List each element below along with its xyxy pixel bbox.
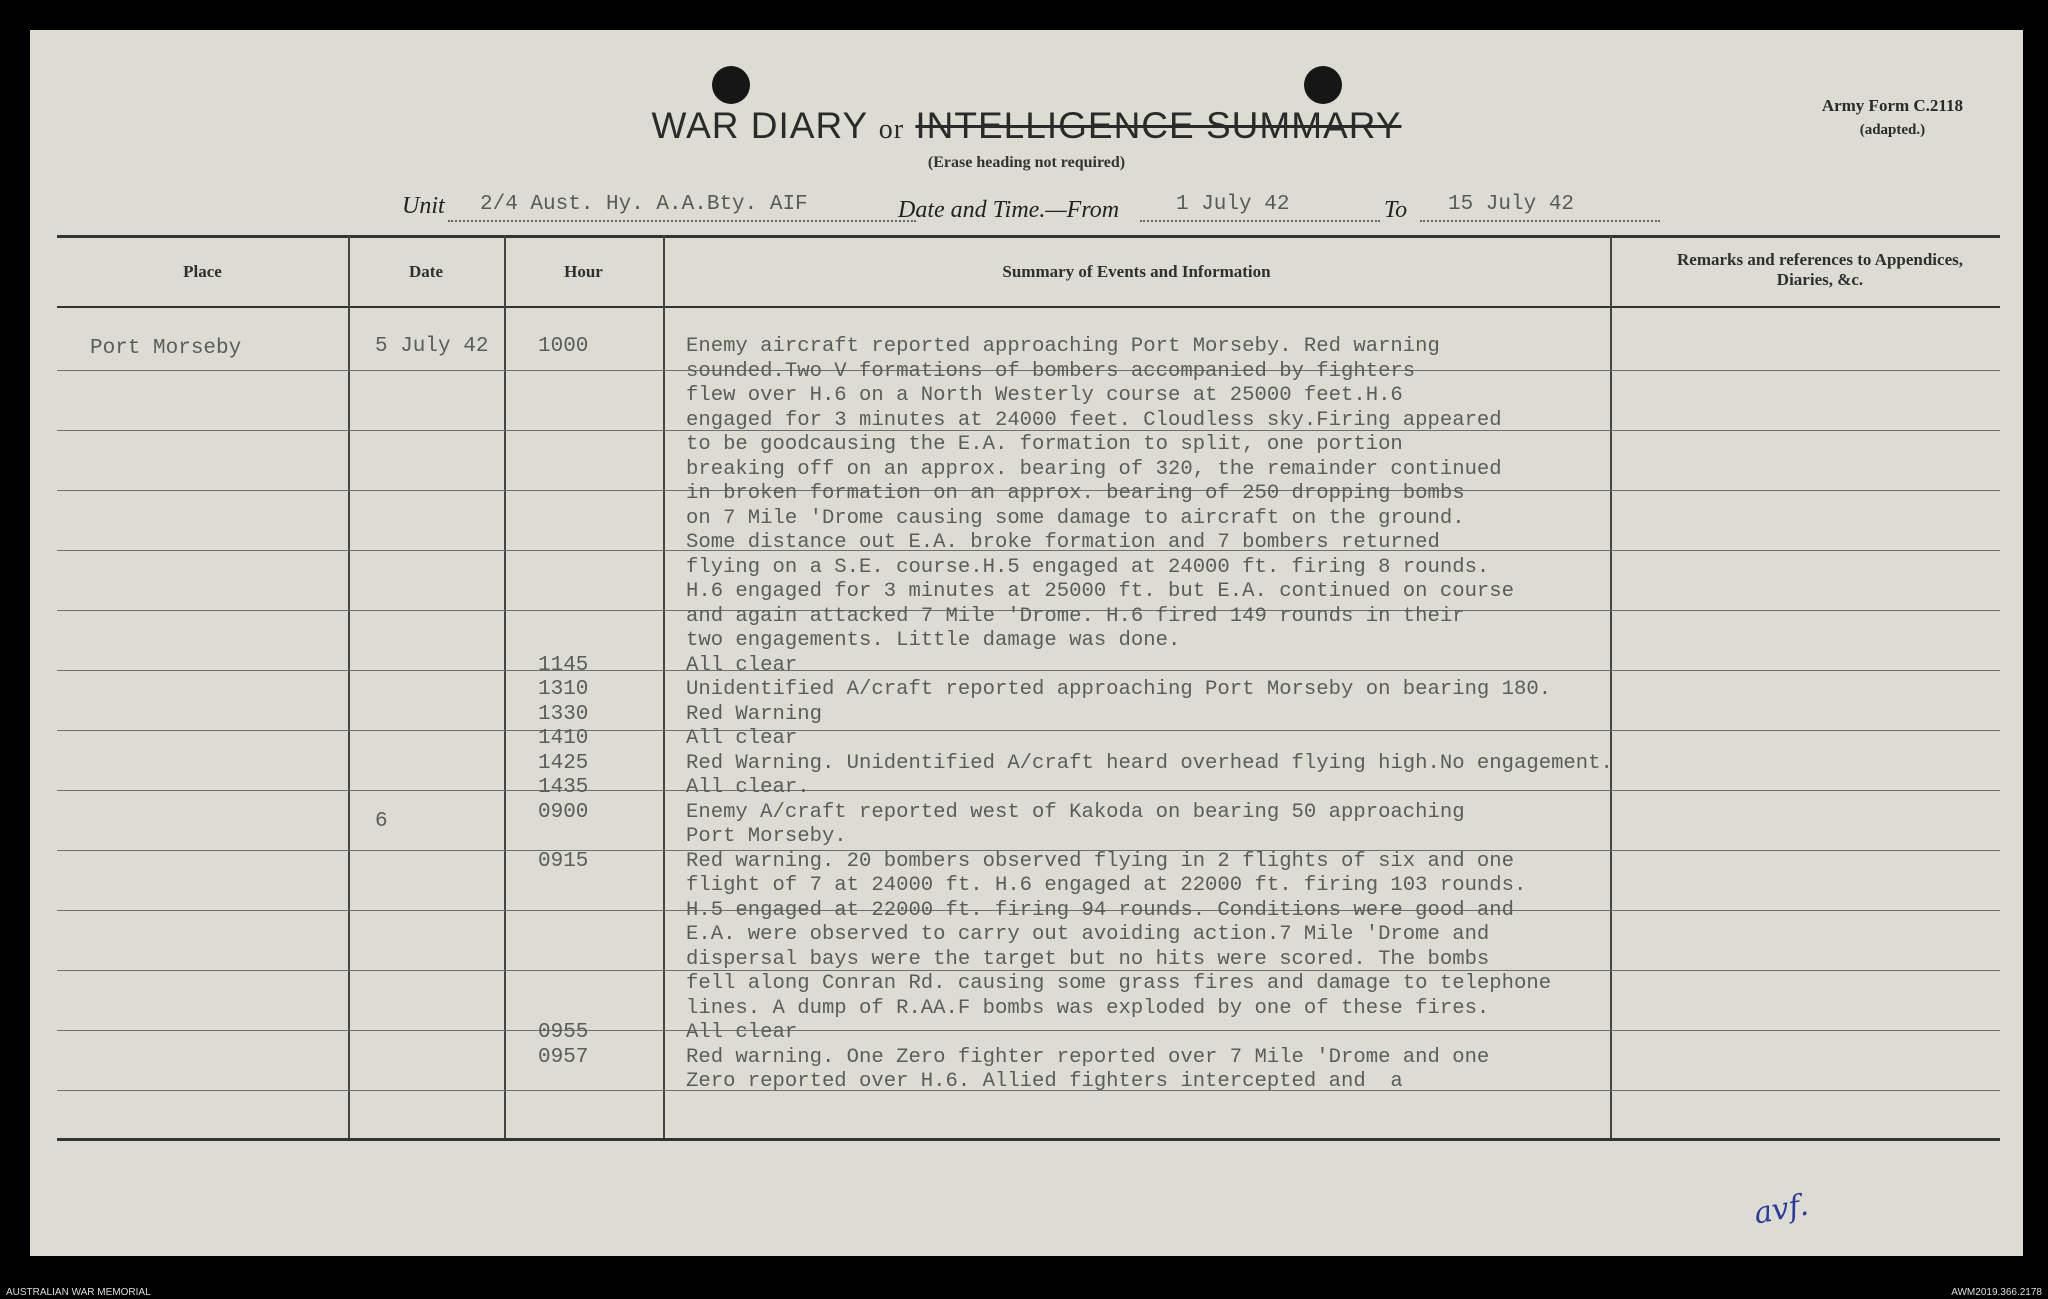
table-bottom-rule xyxy=(57,1138,2000,1141)
page-subtitle: (Erase heading not required) xyxy=(927,154,1126,171)
column-header-remarks: Remarks and references to Appendices, Diaries, &c. xyxy=(1677,250,1963,289)
form-adapted: (adapted.) xyxy=(1859,122,1926,138)
title-war-diary: WAR DIARY xyxy=(651,105,868,146)
column-header-summary: Summary of Events and Information xyxy=(1002,262,1271,281)
date-time-label: Date and Time.—From xyxy=(898,197,1120,223)
to-label: To xyxy=(1384,197,1408,223)
from-dotted-line xyxy=(1140,220,1380,222)
unit-label: Unit xyxy=(402,193,445,219)
entry-date-1: 5 July 42 xyxy=(375,335,489,358)
footer-left: AUSTRALIAN WAR MEMORIAL xyxy=(6,1287,151,1298)
footer-right: AWM2019.366.2178 xyxy=(1951,1287,2042,1298)
punch-hole-left xyxy=(712,66,750,104)
entry-date-2: 6 xyxy=(375,810,388,833)
title-intelligence-summary: INTELLIGENCE SUMMARY xyxy=(915,105,1402,146)
army-form-number xyxy=(1822,94,1963,142)
unit-value: 2/4 Aust. Hy. A.A.Bty. AIF xyxy=(480,193,808,216)
entry-hours: 1000 1145 1310 1330 1410 1425 1435 0900 0915 0955 0957 xyxy=(538,335,589,1069)
from-value: 1 July 42 xyxy=(1176,193,1290,216)
column-header-place: Place xyxy=(183,262,222,281)
to-dotted-line xyxy=(1420,220,1660,222)
signature: avf. xyxy=(1751,1187,1812,1232)
entry-place: Port Morseby xyxy=(90,337,242,360)
page-title xyxy=(30,105,2023,147)
to-value: 15 July 42 xyxy=(1448,193,1575,216)
title-or: or xyxy=(878,114,905,145)
diary-page xyxy=(30,30,2023,1256)
entry-summary: Enemy aircraft reported approaching Port Morseby. Red warning sounded.Two V formations of bombers accompanied by fighters flew over H.6 on a North Westerly course at 25000 feet.H.6 engaged for 3 minutes at 24000 feet. Cloudless sky.Firing appeared to be goodcausing the E.A. formation to split, one portion breaking off on an approx. bearing of 320, the remainder continued in broken formation on an approx. bearing of 250 dropping bombs on 7 Mile 'Drome causing some damage to aircraft on the ground. Some distance out E.A. broke formation and 7 bombers returned flying on a S.E. course.H.5 engaged at 24000 ft. firing 8 rounds. H.6 engaged for 3 minutes at 25000 ft. but E.A. continued on course and again attacked 7 Mile 'Drome. H.6 fired 149 rounds in their two engagements. Little damage was done. All clear Unidentified A/craft reported approaching Port Morseby on bearing 180. Red Warning All clear Red Warning. Unidentified A/craft heard overhead flying high.No engagement. All clear. Enemy A/craft reported west of Kakoda on bearing 50 approaching Port Morseby. Red warning. 20 bombers observed flying in 2 flights of six and one flight of 7 at 24000 ft. H.6 engaged at 22000 ft. firing 103 rounds. H.5 engaged at 22000 ft. firing 94 rounds. Conditions were good and E.A. were observed to carry out avoiding action.7 Mile 'Drome and dispersal bays were the target but no hits were scored. The bombs fell along Conran Rd. causing some grass fires and damage to telephone lines. A dump of R.AA.F bombs was exploded by one of these fires. All clear Red warning. One Zero fighter reported over 7 Mile 'Drome and one Zero reported over H.6. Allied fighters intercepted and a xyxy=(686,335,1613,1093)
column-header-hour: Hour xyxy=(564,262,603,281)
unit-dotted-line xyxy=(448,220,916,222)
punch-hole-right xyxy=(1304,66,1342,104)
column-header-date: Date xyxy=(409,262,443,281)
form-number: Army Form C.2118 xyxy=(1821,96,1963,115)
